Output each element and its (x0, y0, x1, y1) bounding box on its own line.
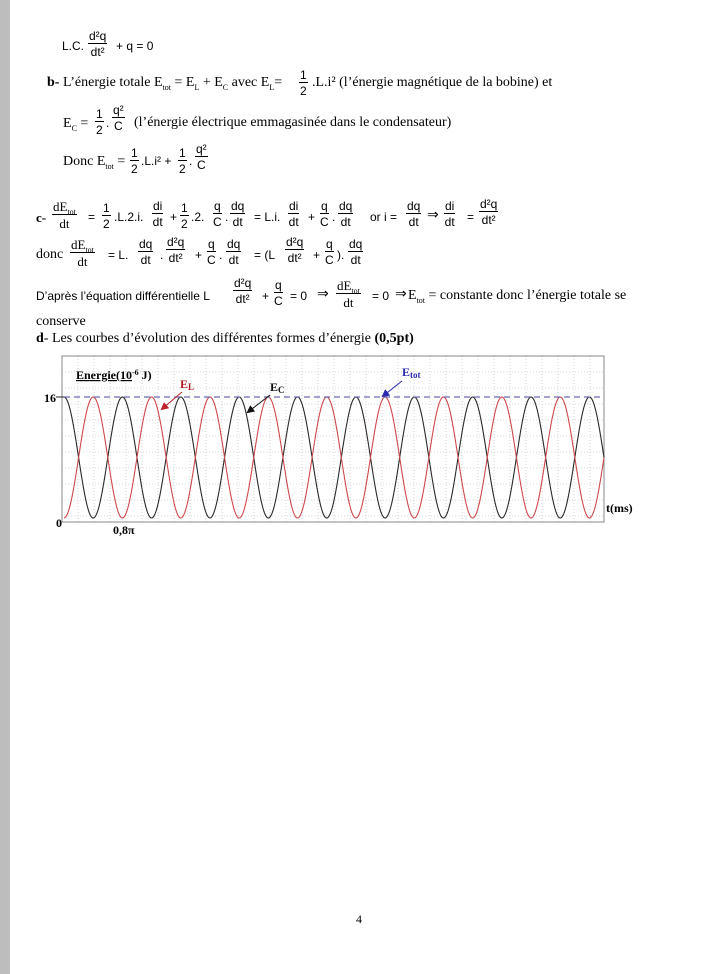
implies-arrow-2: ⇒ (317, 287, 329, 302)
dapres-text: D’après l’équation différentielle L (36, 289, 210, 303)
d2q-dt2-fraction-donc: $\frac{\text{d²q}}{\text{dt²}}$ (167, 235, 185, 265)
dot-2-text: .2. (191, 210, 205, 224)
plus-sign-4: + (313, 248, 321, 262)
dEtot-dt-fraction-3: $dE_{tot}$ dt (337, 278, 360, 310)
equals-zero-2: = 0 (372, 289, 390, 303)
d2q-dt2-fraction: $\frac{\text{d²q}}{\text{dt²}}$ (89, 29, 107, 59)
plus-sign-2: + (308, 210, 316, 224)
x-tick-label: 0,8π (113, 523, 135, 537)
donc-etot-lhs: Donc $E_{tot}$ = (63, 154, 126, 171)
equals-zero: = 0 (290, 289, 308, 303)
q2-over-c-fraction-donc: $\frac{\text{q²}}{C}$ (196, 142, 207, 172)
q-over-c-fraction-3: $\frac{q}{C}$ (207, 237, 216, 267)
one-half-fraction: $\frac{1}{2}$ (300, 68, 307, 98)
d2q-dt2-fraction-c: $\frac{\text{d²q}}{\text{dt²}}$ (480, 197, 498, 227)
equals-paren-l: = (L (254, 248, 276, 262)
etot-constant-text: $E_{tot}$ = constante donc l’énergie totale se (408, 288, 627, 305)
plus-q-equals-zero: + q = 0 (116, 39, 154, 53)
legend-el-arrow (162, 392, 182, 409)
implies-arrow: ⇒ (427, 208, 439, 223)
donc-label: donc (36, 247, 64, 262)
magnetic-energy-text: .L.i² (l’énergie magnétique de la bobine) et (312, 75, 553, 90)
q-over-c-fraction-5: $\frac{q}{C}$ (274, 278, 283, 308)
q-over-c-fraction-2: $\frac{q}{C}$ (320, 199, 329, 229)
dq-dt-fraction-2: $\frac{dq}{dt}$ (339, 199, 353, 229)
part-c-label: c- (36, 210, 47, 225)
equals-li-text: = L.i. (254, 210, 281, 224)
q-over-c-fraction: $\frac{q}{C}$ (213, 199, 222, 229)
d2q-dt2-fraction-dapres: $\frac{\text{d²q}}{\text{dt²}}$ (234, 276, 252, 306)
dEtot-dt-fraction: $dE_{tot}$ dt (53, 199, 76, 231)
di-dt-fraction-3: $\frac{di}{dt}$ (444, 199, 455, 229)
one-half-fraction-c: $\frac{1}{2}$ (103, 201, 110, 231)
conserve-text: conserve (36, 314, 86, 329)
dq-dt-fraction-5: $\frac{dq}{dt}$ (227, 237, 241, 267)
electric-energy-text: (l’énergie électrique emmagasinée dans le condensateur) (134, 115, 452, 130)
legend-ec: EC (270, 380, 285, 395)
legend-etot-arrow (383, 381, 402, 396)
or-i-equals: or i = (370, 210, 398, 224)
plus-sign-3: + (195, 248, 203, 262)
one-half-fraction-donc: $\frac{1}{2}$ (131, 146, 138, 176)
q-over-c-fraction-4: $\frac{q}{C}$ (325, 237, 334, 267)
plus-sign-5: + (262, 289, 270, 303)
ec-lhs: $E_C$ = (63, 116, 89, 133)
l2i-text: .L.2.i. (114, 210, 144, 224)
one-half-fraction-c2: $\frac{1}{2}$ (181, 201, 188, 231)
part-b-text: L’énergie totale $E_{tot} = E_L + E_C$ avec $E_L=$ (63, 75, 283, 92)
legend-el: EL (180, 377, 195, 392)
page-number: 4 (356, 912, 362, 926)
origin-label: 0 (56, 516, 62, 530)
chart-title: $Energie(10^{-6}$ J) (76, 368, 152, 382)
equals-l-text: = L. (108, 248, 129, 262)
legend-etot: Etot (402, 365, 421, 380)
dq-dt-fraction-3: $\frac{dq}{dt}$ (407, 199, 421, 229)
lc-label: L.C. (62, 39, 85, 53)
dEtot-dt-fraction-2: $dE_{tot}$ dt (71, 237, 94, 269)
y-tick-16: 16 (44, 391, 56, 405)
one-half-fraction-ec: $\frac{1}{2}$ (96, 107, 103, 137)
li2-plus: .L.i² + (141, 154, 172, 168)
implies-arrow-3: ⇒ (395, 287, 407, 302)
di-dt-fraction: $\frac{di}{dt}$ (152, 199, 163, 229)
q2-over-c-fraction: $\frac{\text{q²}}{C}$ (113, 103, 124, 133)
d2q-dt2-fraction-donc2: $\frac{\text{d²q}}{\text{dt²}}$ (286, 235, 304, 265)
x-axis-label: t(ms) (606, 501, 633, 515)
dq-dt-fraction: $\frac{dq}{dt}$ (231, 199, 245, 229)
part-d-line: d- Les courbes d’évolution des différentes formes d’énergie (0,5pt) (36, 331, 414, 346)
di-dt-fraction-2: $\frac{di}{dt}$ (288, 199, 299, 229)
part-b-label: b- (47, 75, 60, 90)
dq-dt-fraction-6: $\frac{dq}{dt}$ (349, 237, 363, 267)
one-half-fraction-donc2: $\frac{1}{2}$ (179, 146, 186, 176)
plus-sign: + (170, 210, 178, 224)
dq-dt-fraction-4: $\frac{dq}{dt}$ (139, 237, 153, 267)
close-paren-dot: ). (337, 248, 345, 262)
